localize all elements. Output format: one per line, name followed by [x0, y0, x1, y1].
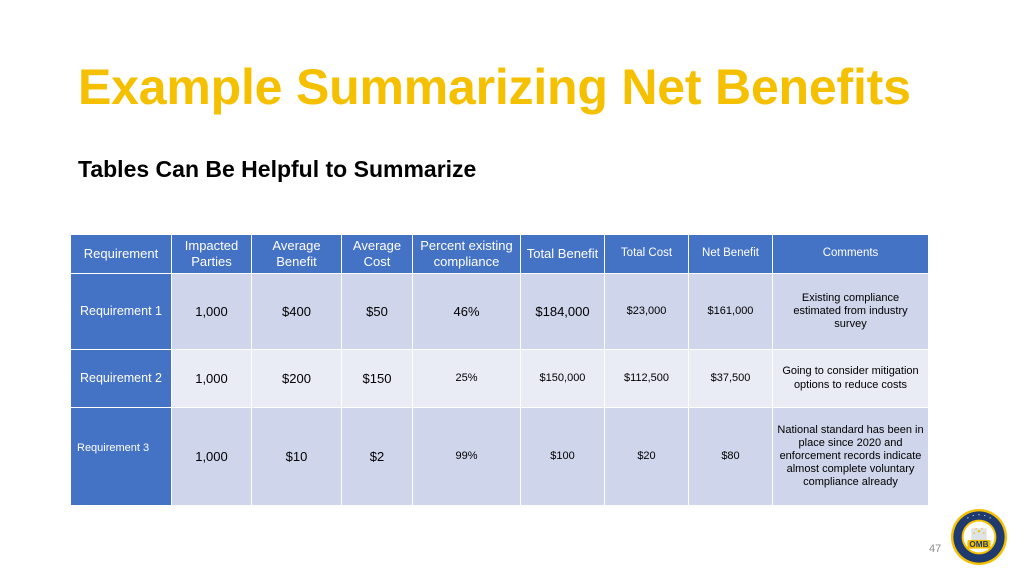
cell-total-cost: $20	[605, 408, 689, 506]
table-row	[71, 350, 929, 408]
cell-total-benefit: $150,000	[521, 350, 605, 408]
cell-average-benefit: $400	[252, 274, 342, 350]
cell-net-benefit: $37,500	[689, 350, 773, 408]
cell-percent-existing: 46%	[413, 274, 521, 350]
seal-text: OMB	[969, 540, 989, 550]
cell-comments: Going to consider mitigation options to reduce costs	[773, 350, 929, 408]
omb-seal-icon	[950, 508, 1008, 566]
header-average-benefit: Average Benefit	[252, 235, 342, 274]
header-comments: Comments	[773, 235, 929, 274]
cell-impacted-parties: 1,000	[172, 274, 252, 350]
row-requirement: Requirement 2	[71, 350, 172, 408]
cell-average-benefit: $200	[252, 350, 342, 408]
page-number: 47	[929, 543, 942, 555]
header-net-benefit: Net Benefit	[689, 235, 773, 274]
header-total-cost: Total Cost	[605, 235, 689, 274]
cell-average-cost: $2	[342, 408, 413, 506]
header-average-cost: Average Cost	[342, 235, 413, 274]
cell-impacted-parties: 1,000	[172, 408, 252, 506]
header-requirement: Requirement	[71, 235, 172, 274]
cell-percent-existing: 25%	[413, 350, 521, 408]
table-header-row	[71, 235, 929, 274]
cell-total-benefit: $184,000	[521, 274, 605, 350]
cell-net-benefit: $80	[689, 408, 773, 506]
cell-total-cost: $112,500	[605, 350, 689, 408]
header-percent-existing: Percent existing compliance	[413, 235, 521, 274]
header-total-benefit: Total Benefit	[521, 235, 605, 274]
cell-average-cost: $50	[342, 274, 413, 350]
header-impacted-parties: Impacted Parties	[172, 235, 252, 274]
cell-impacted-parties: 1,000	[172, 350, 252, 408]
cell-comments: Existing compliance estimated from industry survey	[773, 274, 929, 350]
row-requirement: Requirement 1	[71, 274, 172, 350]
cell-total-benefit: $100	[521, 408, 605, 506]
cell-percent-existing: 99%	[413, 408, 521, 506]
slide-subtitle: Tables Can Be Helpful to Summarize	[78, 156, 477, 182]
net-benefits-table	[70, 234, 929, 506]
cell-average-benefit: $10	[252, 408, 342, 506]
cell-comments: National standard has been in place since 2020 and enforcement records indicate almost complete voluntary compliance already	[773, 408, 929, 506]
row-requirement: Requirement 3	[71, 408, 172, 506]
cell-net-benefit: $161,000	[689, 274, 773, 350]
cell-average-cost: $150	[342, 350, 413, 408]
slide-title: Example Summarizing Net Benefits	[78, 59, 911, 115]
table-row	[71, 274, 929, 350]
cell-total-cost: $23,000	[605, 274, 689, 350]
table-row	[71, 408, 929, 506]
